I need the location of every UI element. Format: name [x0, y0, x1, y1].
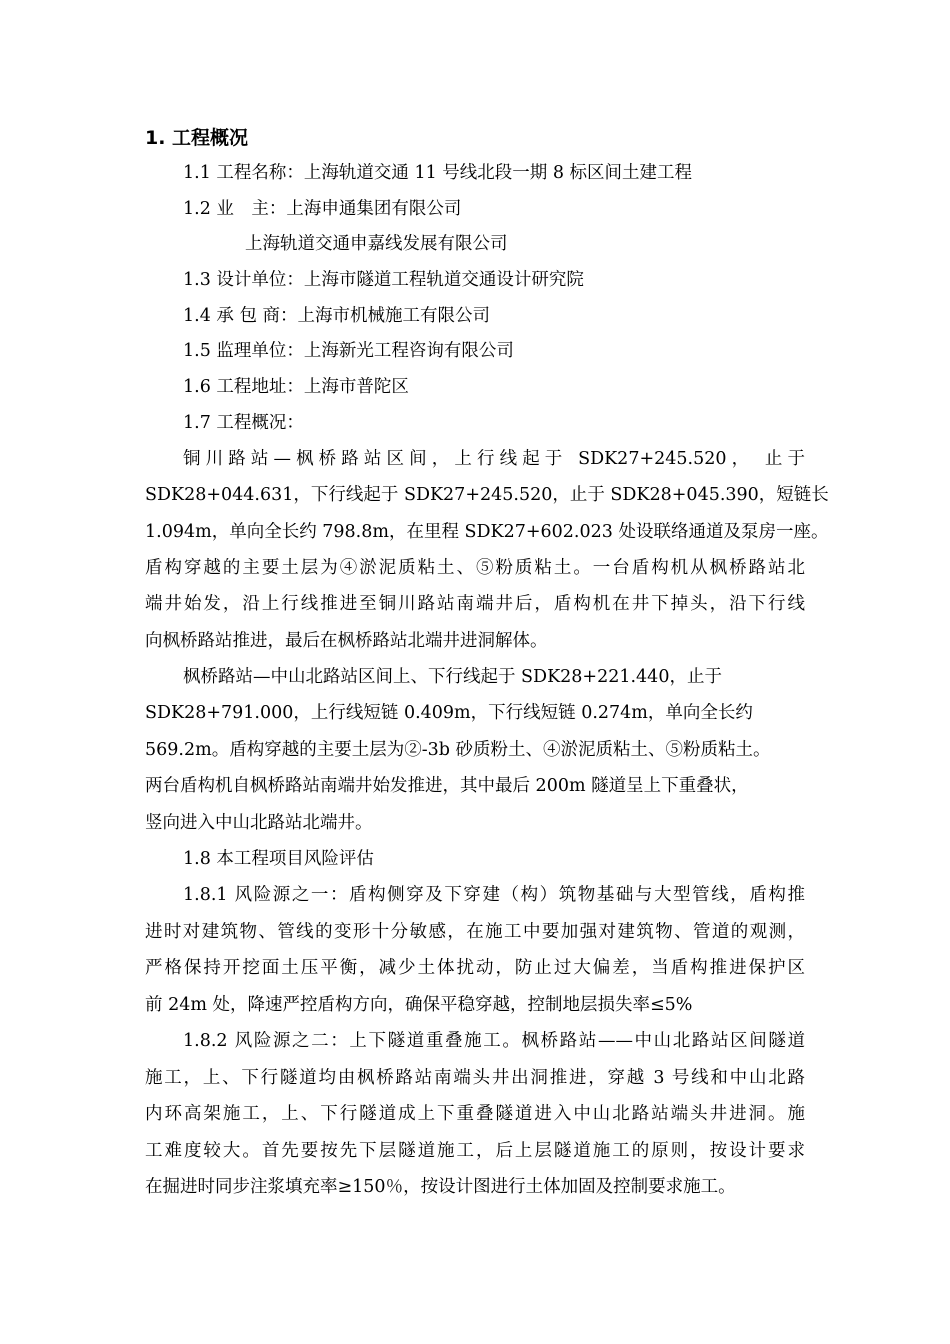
paragraph-line: 内环高架施工，上、下行隧道成上下重叠隧道进入中山北路站端头井进洞。施	[145, 1104, 805, 1124]
paragraph-line: 端井始发，沿上行线推进至铜川路站南端井后，盾构机在井下掉头，沿下行线	[145, 594, 805, 614]
project-name: 1.1 工程名称：上海轨道交通 11 号线北段一期 8 标区间土建工程	[183, 163, 693, 183]
project-address: 1.6 工程地址：上海市普陀区	[183, 377, 409, 397]
paragraph-line: SDK28+791.000，上行线短链 0.409m，下行线短链 0.274m，单向全长约	[145, 703, 753, 723]
paragraph-line: 两台盾构机自枫桥路站南端井始发推进，其中最后 200m 隧道呈上下重叠状，	[145, 776, 749, 796]
owner-second: 上海轨道交通申嘉线发展有限公司	[245, 234, 508, 254]
paragraph-line: SDK28+044.631，下行线起于 SDK27+245.520，止于 SDK28+045.390，短链长	[145, 485, 829, 505]
owner: 1.2 业 主：上海申通集团有限公司	[183, 199, 462, 219]
paragraph-line: 1.8.2 风险源之二：上下隧道重叠施工。枫桥路站——中山北路站区间隧道	[183, 1031, 805, 1051]
paragraph-line: 工难度较大。首先要按先下层隧道施工，后上层隧道施工的原则，按设计要求	[145, 1141, 805, 1161]
paragraph-line: 进时对建筑物、管线的变形十分敏感，在施工中要加强对建筑物、管道的观测，	[145, 922, 805, 942]
contractor: 1.4 承 包 商：上海市机械施工有限公司	[183, 306, 491, 326]
paragraph-line: 盾构穿越的主要土层为④淤泥质粘土、⑤粉质粘土。一台盾构机从枫桥路站北	[145, 558, 805, 578]
paragraph-line: 铜川路站—枫桥路站区间，上行线起于 SDK27+245.520， 止于	[183, 449, 805, 469]
section-heading: 1. 工程概况	[145, 127, 249, 149]
paragraph-line: 1.8.1 风险源之一：盾构侧穿及下穿建（构）筑物基础与大型管线，盾构推	[183, 885, 805, 905]
paragraph-line: 严格保持开挖面土压平衡，减少土体扰动，防止过大偏差，当盾构推进保护区	[145, 958, 805, 978]
risk-assessment-heading: 1.8 本工程项目风险评估	[183, 849, 374, 869]
supervision-unit: 1.5 监理单位：上海新光工程咨询有限公司	[183, 341, 514, 361]
overview-label: 1.7 工程概况：	[183, 413, 304, 433]
paragraph-line: 竖向进入中山北路站北端井。	[145, 813, 373, 833]
design-unit: 1.3 设计单位：上海市隧道工程轨道交通设计研究院	[183, 270, 584, 290]
paragraph-line: 枫桥路站—中山北路站区间上、下行线起于 SDK28+221.440，止于	[183, 667, 722, 687]
paragraph-line: 569.2m。盾构穿越的主要土层为②-3b 砂质粉土、④淤泥质粘土、⑤粉质粘土。	[145, 740, 771, 760]
paragraph-line: 在掘进时同步注浆填充率≥150％，按设计图进行土体加固及控制要求施工。	[145, 1177, 736, 1197]
paragraph-line: 前 24m 处，降速严控盾构方向，确保平稳穿越，控制地层损失率≤5%	[145, 995, 693, 1015]
paragraph-line: 1.094m，单向全长约 798.8m，在里程 SDK27+602.023 处设联络通道及泵房一座。	[145, 522, 829, 542]
paragraph-line: 施工，上、下行隧道均由枫桥路站南端头井出洞推进，穿越 3 号线和中山北路	[145, 1068, 805, 1088]
paragraph-line: 向枫桥路站推进，最后在枫桥路站北端井进洞解体。	[145, 631, 548, 651]
